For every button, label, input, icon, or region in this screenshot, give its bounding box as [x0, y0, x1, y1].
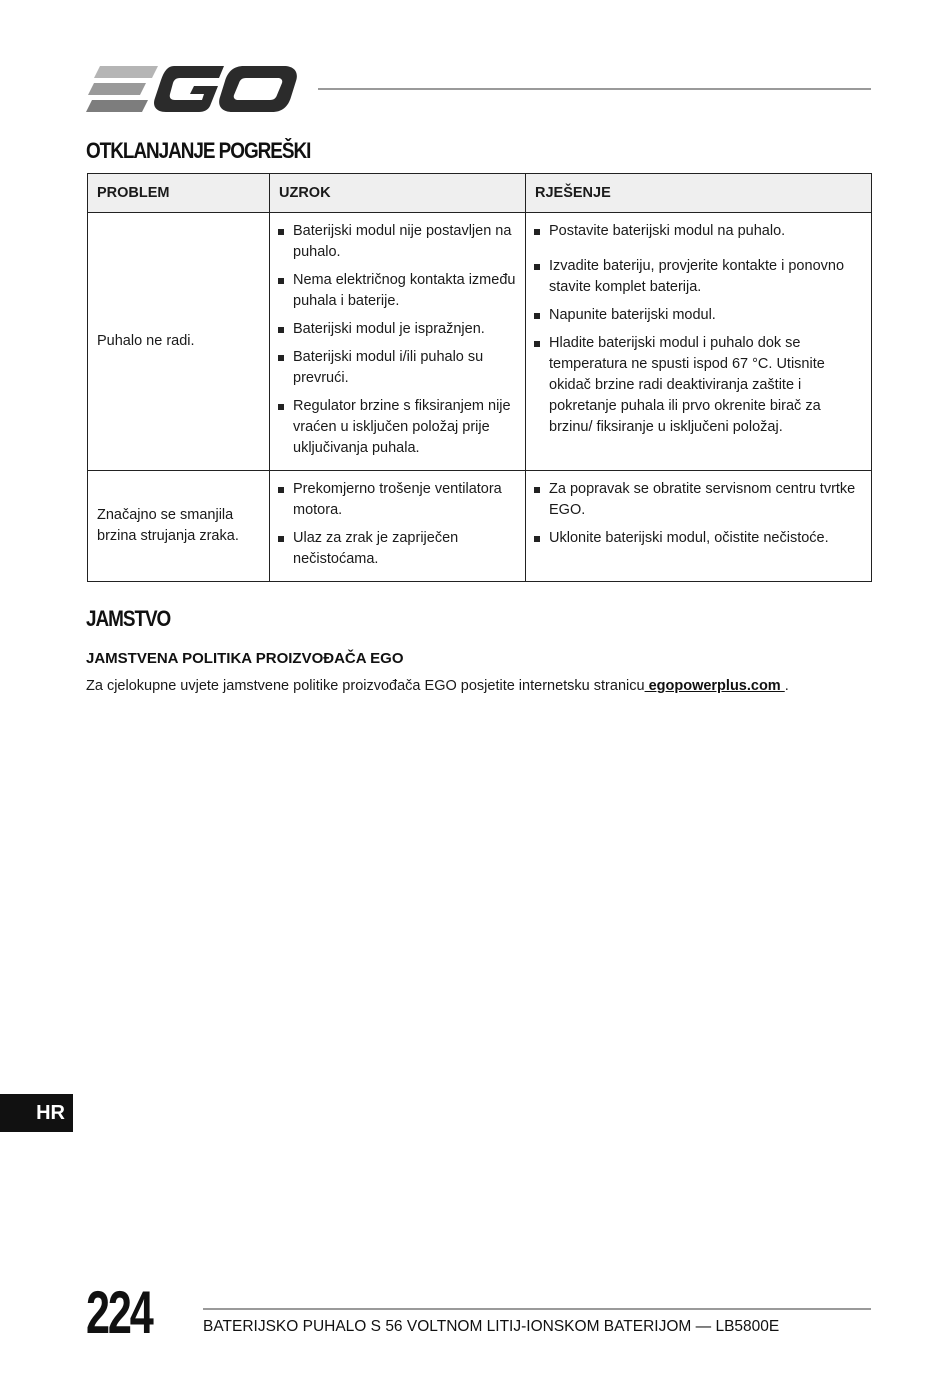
cause-item: Nema električnog kontakta između puhala i baterije.	[276, 270, 519, 312]
header-solution: RJEŠENJE	[526, 174, 872, 213]
table-header-row	[88, 174, 872, 213]
solution-item: Napunite baterijski modul.	[532, 305, 865, 326]
warranty-title: JAMSTVO	[86, 606, 171, 631]
cause-cell	[270, 471, 526, 582]
cause-item: Ulaz za zrak je zapriječen nečistoćama.	[276, 528, 519, 570]
cause-item: Baterijski modul je ispražnjen.	[276, 319, 519, 340]
header-problem: PROBLEM	[88, 174, 270, 213]
footer-rule	[203, 1308, 871, 1310]
troubleshooting-table	[87, 173, 872, 582]
ego-logo	[86, 64, 298, 114]
language-tab: HR	[0, 1094, 73, 1132]
cause-item: Regulator brzine s fiksiranjem nije vraćen u isključen položaj prije uključivanja puhala.	[276, 396, 519, 459]
table-row	[88, 471, 872, 582]
warranty-text-after: .	[784, 678, 789, 694]
cause-item: Baterijski modul nije postavljen na puhalo.	[276, 221, 519, 263]
cause-item: Prekomjerno trošenje ventilatora motora.	[276, 479, 519, 521]
solution-item: Za popravak se obratite servisnom centru tvrtke EGO.	[532, 479, 865, 521]
table-row	[88, 213, 872, 471]
cause-item: Baterijski modul i/ili puhalo su prevrući.	[276, 347, 519, 389]
header-cause: UZROK	[270, 174, 526, 213]
cause-cell	[270, 213, 526, 471]
problem-cell: Značajno se smanjila brzina strujanja zraka.	[88, 471, 270, 582]
solution-cell	[526, 213, 872, 471]
problem-cell: Puhalo ne radi.	[88, 213, 270, 471]
solution-item: Hladite baterijski modul i puhalo dok se temperatura ne spusti ispod 67 °C. Utisnite okidač brzine radi deaktiviranja zaštite i pokretanje puhala ili prvo okrenite birač za brzinu/ fiksiranje u isključeni položaj.	[532, 333, 865, 438]
troubleshooting-title: OTKLANJANJE POGREŠKI	[86, 138, 311, 163]
header-rule	[318, 88, 871, 90]
warranty-text-before: Za cjelokupne uvjete jamstvene politike proizvođača EGO posjetite internetsku stranicu	[86, 678, 645, 694]
solution-cell	[526, 471, 872, 582]
solution-item: Postavite baterijski modul na puhalo.	[532, 221, 865, 242]
page-number: 224	[86, 1279, 152, 1346]
footer-title: BATERIJSKO PUHALO S 56 VOLTNOM LITIJ-IONSKOM BATERIJOM — LB5800E	[203, 1318, 780, 1335]
warranty-subtitle: JAMSTVENA POLITIKA PROIZVOĐAČA EGO	[86, 650, 404, 667]
warranty-link[interactable]: egopowerplus.com	[644, 678, 785, 694]
warranty-text	[86, 678, 789, 694]
solution-item: Uklonite baterijski modul, očistite nečistoće.	[532, 528, 865, 549]
solution-item: Izvadite bateriju, provjerite kontakte i ponovno stavite komplet baterija.	[532, 256, 865, 298]
